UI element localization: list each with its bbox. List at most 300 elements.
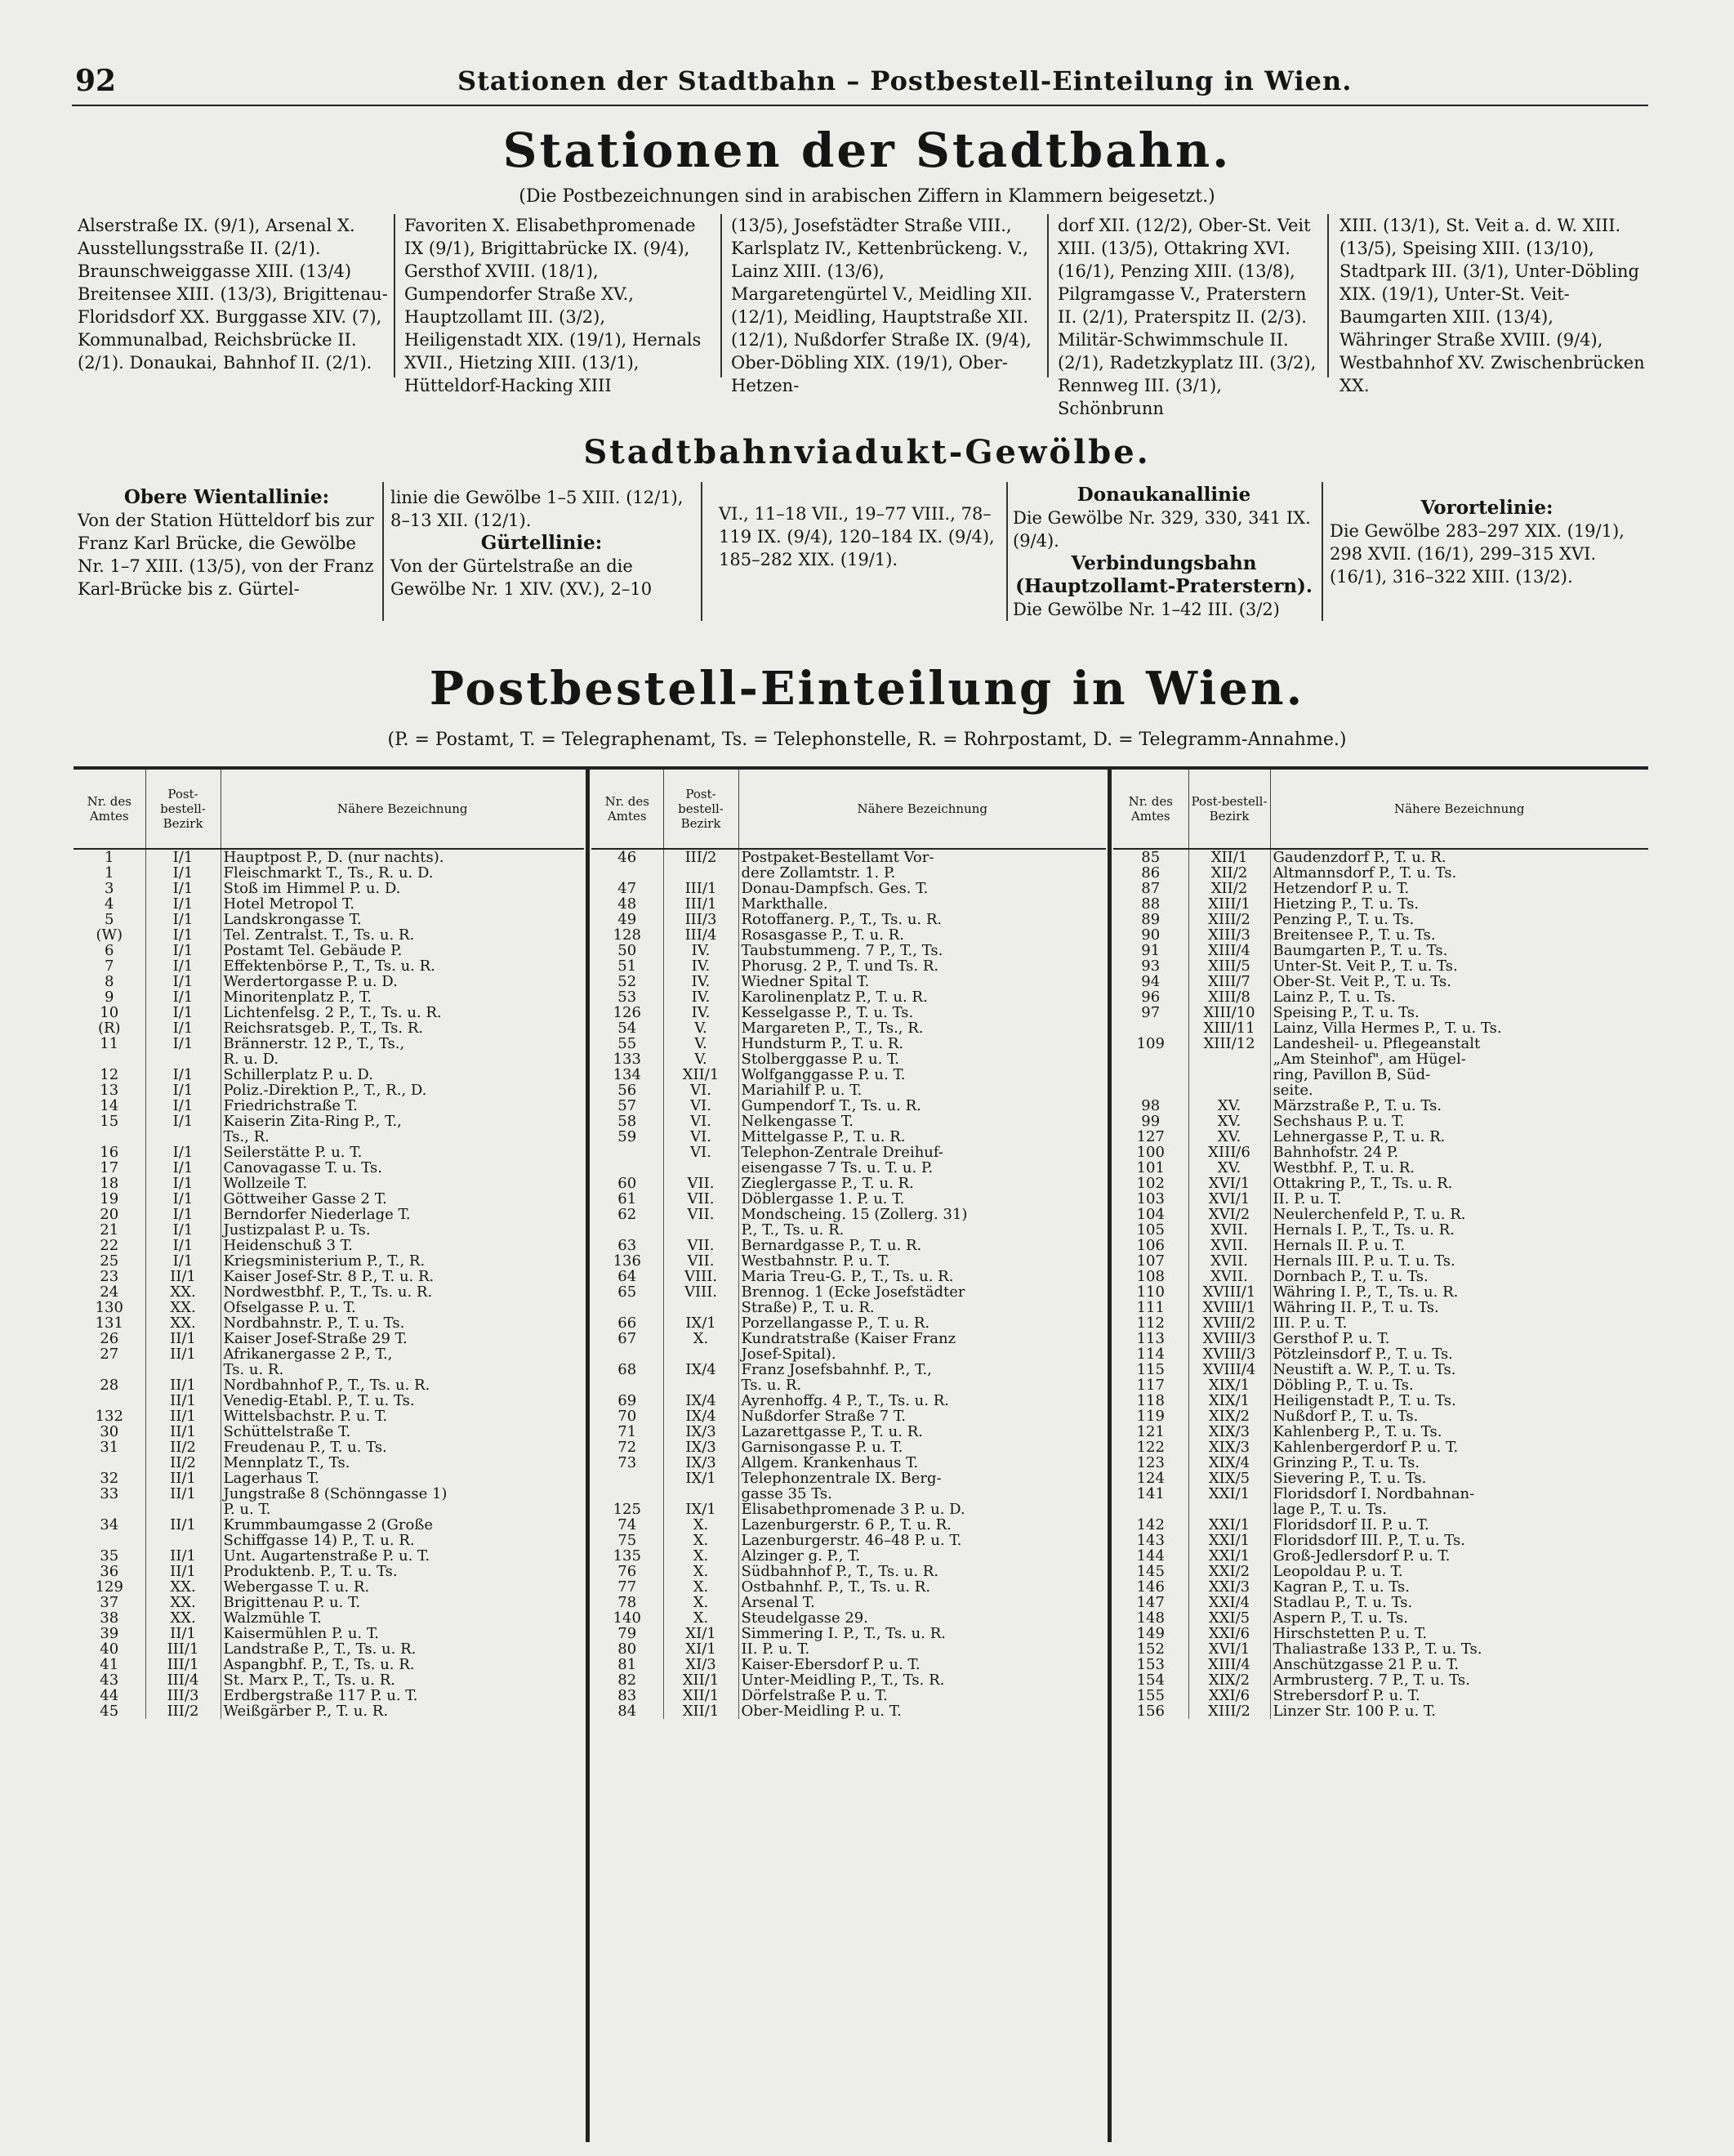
table-row: [1113, 1641, 1648, 1657]
bestell-bezirk: VII.: [663, 1207, 738, 1222]
bestell-bezirk: XIX/4: [1188, 1455, 1270, 1471]
amt-number: 39: [100, 1625, 119, 1642]
table-row: [1113, 896, 1648, 912]
bestell-bezirk: VII.: [663, 1176, 738, 1191]
obere-wientallinie-text: Von der Station Hütteldorf bis zur Franz Karl Brücke, die Gewölbe Nr. 1–7 XIII. (13/5), von der Franz Karl-Brücke bis z. Gürtel-: [78, 511, 374, 599]
table-row: [1113, 989, 1648, 1005]
bezeichnung: Heidenschuß 3 T.: [221, 1238, 584, 1253]
table-row: [591, 1626, 1106, 1641]
bestell-bezirk: II/1: [145, 1331, 221, 1346]
table-row: [74, 1051, 584, 1067]
amt-number: 66: [617, 1315, 637, 1332]
bezeichnung: Lichtenfelsg. 2 P., T., Ts. u. R.: [221, 1005, 584, 1020]
bestell-bezirk: II/2: [145, 1455, 221, 1471]
bestell-bezirk: I/1: [145, 1067, 221, 1082]
table-row: [74, 1595, 584, 1610]
amt-number: [591, 1300, 663, 1315]
amt-number: 122: [1136, 1439, 1165, 1456]
bestell-bezirk: II/1: [145, 1393, 221, 1408]
table-row: [1113, 1564, 1648, 1579]
bestell-bezirk: I/1: [145, 1114, 221, 1129]
bezeichnung: Nelkengasse T.: [738, 1114, 1106, 1129]
stadtbahn-title: Stationen der Stadtbahn.: [502, 123, 1232, 178]
amt-number: 77: [617, 1578, 637, 1596]
table-row: [1113, 1082, 1648, 1098]
bestell-bezirk: X.: [663, 1517, 738, 1533]
bestell-bezirk: X.: [663, 1331, 738, 1346]
amt-number: 74: [617, 1516, 637, 1533]
bezeichnung: Poliz.-Direktion P., T., R., D.: [221, 1082, 584, 1098]
amt-number: 22: [100, 1237, 119, 1254]
amt-number: 23: [100, 1268, 119, 1285]
table-row: [74, 989, 584, 1005]
amt-number: 135: [613, 1547, 641, 1565]
bezeichnung: Lehnergasse P., T. u. R.: [1270, 1129, 1648, 1145]
amt-number: 109: [1136, 1035, 1165, 1052]
bestell-bezirk: XIX/3: [1188, 1424, 1270, 1440]
amt-number: 80: [617, 1640, 637, 1658]
bezeichnung: Döblergasse 1. P. u. T.: [738, 1191, 1106, 1207]
top-rule: [72, 105, 1648, 106]
bezeichnung: Ts., R.: [221, 1129, 584, 1145]
col-header-bezeichnung: Nähere Bezeichnung: [221, 770, 584, 849]
bezeichnung: Stoß im Himmel P. u. D.: [221, 881, 584, 896]
table-row: [74, 1688, 584, 1703]
table-row: [1113, 1502, 1648, 1517]
table-row: [591, 1207, 1106, 1222]
table-row: [591, 865, 1106, 881]
table-row: [1113, 1548, 1648, 1564]
bestell-bezirk: IX/3: [663, 1424, 738, 1440]
amt-number: 36: [100, 1563, 119, 1580]
table-row: [1113, 1331, 1648, 1346]
bestell-bezirk: XVIII/3: [1188, 1331, 1270, 1346]
bestell-bezirk: I/1: [145, 1191, 221, 1207]
bestell-bezirk: XII/1: [1188, 849, 1270, 865]
amt-number: 125: [613, 1501, 641, 1518]
bezeichnung: Brennog. 1 (Ecke Josefstädter: [738, 1284, 1106, 1300]
bestell-bezirk: XVI/1: [1188, 1176, 1270, 1191]
bezeichnung: Floridsdorf I. Nordbahnan-: [1270, 1486, 1648, 1502]
bezeichnung: Lainz, Villa Hermes P., T. u. Ts.: [1270, 1020, 1648, 1036]
bestell-bezirk: I/1: [145, 943, 221, 958]
bezeichnung: Währing I. P., T., Ts. u. R.: [1270, 1284, 1648, 1300]
table-row: [1113, 1362, 1648, 1377]
bestell-bezirk: I/1: [145, 927, 221, 943]
bezeichnung: Lazarettgasse P., T. u. R.: [738, 1424, 1106, 1440]
bestell-bezirk: III/3: [145, 1688, 221, 1703]
table-row: [74, 1471, 584, 1486]
amt-number: 79: [617, 1625, 637, 1642]
bezeichnung: Wollzeile T.: [221, 1176, 584, 1191]
bestell-bezirk: VII.: [663, 1253, 738, 1269]
bestell-bezirk: XII/1: [663, 1688, 738, 1703]
col-header-bezeichnung: Nähere Bezeichnung: [738, 770, 1106, 849]
bezeichnung: Armbrusterg. 7 P., T. u. Ts.: [1270, 1672, 1648, 1688]
bezeichnung: Stolberggasse P. u. T.: [738, 1051, 1106, 1067]
table-row: [591, 1393, 1106, 1408]
table-row: [1113, 1176, 1648, 1191]
amt-number: 83: [617, 1687, 637, 1704]
amt-number: 43: [100, 1672, 119, 1689]
amt-number: 132: [95, 1408, 123, 1425]
bezeichnung: Döbling P., T. u. Ts.: [1270, 1377, 1648, 1393]
amt-number: [74, 1393, 145, 1408]
bezeichnung: Breitensee P., T. u. Ts.: [1270, 927, 1648, 943]
table-row: [74, 1548, 584, 1564]
running-title: Stationen der Stadtbahn – Postbestell-Einteilung in Wien.: [457, 65, 1353, 96]
bezeichnung: „Am Steinhof", am Hügel-: [1270, 1051, 1648, 1067]
table-row: [1113, 912, 1648, 927]
table-row: [74, 1191, 584, 1207]
bestell-bezirk: I/1: [145, 865, 221, 881]
stadtbahn-col-3: (13/5), Josefstädter Straße VIII., Karlsplatz IV., Kettenbrückeng. V., Lainz XIII. (13/6), Margaretengürtel V., Meidling XII. (12/1), Meidling, Hauptstraße XII. (12/1), Nußdorfer Straße IX. (9/4), Ober-Döbling XIX. (19/1), Ober-Hetzen-: [731, 216, 1033, 395]
bestell-bezirk: IX/4: [663, 1393, 738, 1408]
bezeichnung: Kaiserin Zita-Ring P., T.,: [221, 1114, 584, 1129]
table-row: [1113, 1626, 1648, 1641]
bestell-bezirk: II/1: [145, 1346, 221, 1362]
bezeichnung: Phorusg. 2 P., T. und Ts. R.: [738, 958, 1106, 974]
bezeichnung: Elisabethpromenade 3 P. u. D.: [738, 1502, 1106, 1517]
table-row: [1113, 1284, 1648, 1300]
bezeichnung: Zieglergasse P., T. u. R.: [738, 1176, 1106, 1191]
bezeichnung: Aspern P., T. u. Ts.: [1270, 1610, 1648, 1626]
amt-number: 48: [617, 895, 637, 913]
amt-number: 1: [105, 864, 114, 882]
bestell-bezirk: XIII/4: [1188, 943, 1270, 958]
postbestell-legend: (P. = Postamt, T. = Telegraphenamt, Ts. = Telephonstelle, R. = Rohrpostamt, D. = Telegramm-Annahme.): [387, 730, 1347, 750]
obere-wientallinie-heading: Obere Wientallinie:: [123, 486, 330, 508]
bestell-bezirk: XIX/1: [1188, 1377, 1270, 1393]
bezeichnung: Rotoffanerg. P., T., Ts. u. R.: [738, 912, 1106, 927]
amt-number: 14: [100, 1097, 119, 1114]
bestell-bezirk: [145, 1362, 221, 1377]
bezeichnung: Hirschstetten P. u. T.: [1270, 1626, 1648, 1641]
bestell-bezirk: I/1: [145, 1020, 221, 1036]
bezeichnung: Sechshaus P. u. T.: [1270, 1114, 1648, 1129]
gurtellinie-text: Von der Gürtelstraße an die Gewölbe Nr. 1 XIV. (XV.), 2–10: [390, 556, 653, 599]
table-row: [1113, 1455, 1648, 1471]
bestell-bezirk: XVII.: [1188, 1238, 1270, 1253]
amt-number: 84: [617, 1703, 637, 1720]
table-row: [74, 1253, 584, 1269]
amt-number: 97: [1141, 1004, 1161, 1021]
table-row: [74, 1238, 584, 1253]
table-row: [591, 1486, 1106, 1502]
bezeichnung: Steudelgasse 29.: [738, 1610, 1106, 1626]
bestell-bezirk: XIX/5: [1188, 1471, 1270, 1486]
bestell-bezirk: III/4: [663, 927, 738, 943]
bezeichnung: Erdbergstraße 117 P. u. T.: [221, 1688, 584, 1703]
bezeichnung: Aspangbhf. P., T., Ts. u. R.: [221, 1657, 584, 1672]
table-row: [591, 1114, 1106, 1129]
table-row: [1113, 1005, 1648, 1020]
bezeichnung: Ober-Meidling P. u. T.: [738, 1703, 1106, 1719]
table-row: [1113, 1238, 1648, 1253]
amt-number: 69: [617, 1392, 637, 1409]
bezeichnung: Nußdorfer Straße 7 T.: [738, 1408, 1106, 1424]
table-row: [74, 849, 584, 865]
bestell-bezirk: I/1: [145, 1176, 221, 1191]
table-row: [74, 1176, 584, 1191]
amt-number: [591, 1160, 663, 1176]
bestell-bezirk: II/1: [145, 1424, 221, 1440]
bezeichnung: Nordbahnstr. P., T. u. Ts.: [221, 1315, 584, 1331]
bezeichnung: Mittelgasse P., T. u. R.: [738, 1129, 1106, 1145]
table-row: [591, 1471, 1106, 1486]
gurtellinie-heading: Gürtellinie:: [480, 532, 603, 554]
amt-number: [1113, 1502, 1188, 1517]
table-row: [591, 1051, 1106, 1067]
table-row: [74, 1610, 584, 1626]
amt-number: 149: [1136, 1625, 1165, 1642]
page-number: 92: [75, 64, 117, 98]
amt-number: 46: [617, 849, 637, 866]
bezeichnung: Afrikanergasse 2 P., T.,: [221, 1346, 584, 1362]
bestell-bezirk: I/1: [145, 1253, 221, 1269]
col-header-bezirk: Post-bestell-Bezirk: [145, 770, 221, 849]
bestell-bezirk: [663, 1346, 738, 1362]
table-row: [591, 1548, 1106, 1564]
bezeichnung: Groß-Jedlersdorf P. u. T.: [1270, 1548, 1648, 1564]
table-row: [1113, 881, 1648, 896]
amt-number: 28: [100, 1377, 119, 1394]
table-row: [1113, 1145, 1648, 1160]
bezeichnung: eisengasse 7 Ts. u. T. u. P.: [738, 1160, 1106, 1176]
table-row: [1113, 1020, 1648, 1036]
bestell-bezirk: XX.: [145, 1610, 221, 1626]
bestell-bezirk: II/2: [145, 1440, 221, 1455]
bestell-bezirk: XI/1: [663, 1626, 738, 1641]
amt-number: 11: [100, 1035, 119, 1052]
bezeichnung: Walzmühle T.: [221, 1610, 584, 1626]
bezeichnung: Webergasse T. u. R.: [221, 1579, 584, 1595]
bezeichnung: Unter-St. Veit P., T. u. Ts.: [1270, 958, 1648, 974]
bestell-bezirk: VI.: [663, 1145, 738, 1160]
bestell-bezirk: XXI/1: [1188, 1486, 1270, 1502]
bezeichnung: Neustift a. W. P., T. u. Ts.: [1270, 1362, 1648, 1377]
bezeichnung: Postpaket-Bestellamt Vor-: [738, 849, 1106, 865]
amt-number: 12: [100, 1066, 119, 1083]
table-row: [74, 927, 584, 943]
amt-number: 35: [100, 1547, 119, 1565]
amt-number: 62: [617, 1206, 637, 1223]
bestell-bezirk: XIII/4: [1188, 1657, 1270, 1672]
amt-number: 90: [1141, 926, 1161, 944]
amt-number: 19: [100, 1190, 119, 1207]
bezeichnung: Wolfganggasse P. u. T.: [738, 1067, 1106, 1082]
amt-number: [591, 1346, 663, 1362]
bestell-bezirk: XIII/2: [1188, 912, 1270, 927]
amt-number: 136: [613, 1252, 641, 1270]
donaukanallinie-text: Die Gewölbe Nr. 329, 330, 341 IX. (9/4).: [1013, 508, 1311, 551]
bezeichnung: Donau-Dampfsch. Ges. T.: [738, 881, 1106, 896]
bezeichnung: Altmannsdorf P., T. u. Ts.: [1270, 865, 1648, 881]
table-row: [1113, 1579, 1648, 1595]
amt-number: 111: [1136, 1299, 1165, 1316]
bezeichnung: Kundratstraße (Kaiser Franz: [738, 1331, 1106, 1346]
bezeichnung: Dörfelstraße P. u. T.: [738, 1688, 1106, 1703]
bezeichnung: Hernals III. P. u. T. u. Ts.: [1270, 1253, 1648, 1269]
bezeichnung: Straße) P., T. u. R.: [738, 1300, 1106, 1315]
divider: [382, 482, 384, 621]
divider: [394, 214, 395, 377]
bestell-bezirk: XII/1: [663, 1067, 738, 1082]
table-row: [1113, 1300, 1648, 1315]
table-row: [591, 1098, 1106, 1114]
table-row: [1113, 1657, 1648, 1672]
table-row: [74, 1533, 584, 1548]
bestell-bezirk: II/1: [145, 1626, 221, 1641]
bezeichnung: Dornbach P., T. u. Ts.: [1270, 1269, 1648, 1284]
table-row: [74, 1036, 584, 1051]
postbestell-title: Postbestell-Einteilung in Wien.: [429, 662, 1305, 716]
bestell-bezirk: XII/2: [1188, 865, 1270, 881]
bestell-bezirk: II/1: [145, 1486, 221, 1502]
amt-number: 91: [1141, 942, 1161, 959]
bezeichnung: Margareten P., T., Ts., R.: [738, 1020, 1106, 1036]
bezeichnung: Ts. u. R.: [221, 1362, 584, 1377]
bezeichnung: Berndorfer Niederlage T.: [221, 1207, 584, 1222]
table-row: [74, 943, 584, 958]
bezeichnung: Allgem. Krankenhaus T.: [738, 1455, 1106, 1471]
bezeichnung: Thaliastraße 133 P., T. u. Ts.: [1270, 1641, 1648, 1657]
table-row: [591, 1036, 1106, 1051]
bezeichnung: Wittelsbachstr. P. u. T.: [221, 1408, 584, 1424]
table-row: [74, 1486, 584, 1502]
amt-number: [74, 1051, 145, 1067]
bezeichnung: Nordbahnhof P., T., Ts. u. R.: [221, 1377, 584, 1393]
bezeichnung: Penzing P., T. u. Ts.: [1270, 912, 1648, 927]
table-row: [74, 1703, 584, 1719]
divider: [701, 482, 702, 621]
bestell-bezirk: XVII.: [1188, 1269, 1270, 1284]
bezeichnung: Mariahilf P. u. T.: [738, 1082, 1106, 1098]
column-divider: [586, 770, 590, 2142]
bestell-bezirk: XIX/2: [1188, 1408, 1270, 1424]
bezeichnung: Tel. Zentralst. T., Ts. u. R.: [221, 927, 584, 943]
bestell-bezirk: XX.: [145, 1595, 221, 1610]
amt-number: 94: [1141, 973, 1161, 990]
bestell-bezirk: I/1: [145, 1207, 221, 1222]
bestell-bezirk: II/1: [145, 1564, 221, 1579]
bestell-bezirk: I/1: [145, 958, 221, 974]
bestell-bezirk: XX.: [145, 1300, 221, 1315]
bezeichnung: Jungstraße 8 (Schönngasse 1): [221, 1486, 584, 1502]
bezeichnung: Landesheil- u. Pflegeanstalt: [1270, 1036, 1648, 1051]
bestell-bezirk: XI/1: [663, 1641, 738, 1657]
vorortelinie-text: Die Gewölbe 283–297 XIX. (19/1), 298 XVII. (16/1), 299–315 XVI. (16/1), 316–322 XIII. (13/2).: [1330, 521, 1625, 587]
bestell-bezirk: [145, 1051, 221, 1067]
bezeichnung: ring, Pavillon B, Süd-: [1270, 1067, 1648, 1082]
amt-number: 27: [100, 1346, 119, 1363]
amt-number: [74, 1502, 145, 1517]
stadtbahn-note: (Die Postbezeichnungen sind in arabischen Ziffern in Klammern beigesetzt.): [519, 186, 1215, 207]
table-row: [74, 1331, 584, 1346]
bestell-bezirk: XIII/12: [1188, 1036, 1270, 1051]
divider: [1322, 482, 1323, 621]
bestell-bezirk: XIII/1: [1188, 896, 1270, 912]
bestell-bezirk: IX/1: [663, 1471, 738, 1486]
amt-number: [591, 1222, 663, 1238]
bestell-bezirk: II/1: [145, 1548, 221, 1564]
viadukt-col-4: [1013, 484, 1315, 623]
amt-number: 18: [100, 1175, 119, 1192]
bestell-bezirk: II/1: [145, 1471, 221, 1486]
table-row: [591, 1517, 1106, 1533]
table-row: [591, 1020, 1106, 1036]
bestell-bezirk: [145, 1533, 221, 1548]
bezeichnung: Markthalle.: [738, 896, 1106, 912]
bestell-bezirk: I/1: [145, 1005, 221, 1020]
table-row: [74, 1020, 584, 1036]
amt-number: 61: [617, 1190, 637, 1207]
bestell-bezirk: [663, 1486, 738, 1502]
amt-number: [74, 1533, 145, 1548]
amt-number: 81: [617, 1656, 637, 1673]
bestell-bezirk: XIII/3: [1188, 927, 1270, 943]
bezeichnung: Hauptpost P., D. (nur nachts).: [221, 849, 584, 865]
bestell-bezirk: V.: [663, 1051, 738, 1067]
table-row: [1113, 974, 1648, 989]
table-row: [591, 912, 1106, 927]
amt-number: 99: [1141, 1113, 1161, 1130]
table-row: [1113, 1051, 1648, 1067]
amt-number: 37: [100, 1594, 119, 1611]
amt-number: 110: [1136, 1283, 1165, 1301]
bestell-bezirk: I/1: [145, 912, 221, 927]
bestell-bezirk: III/1: [663, 896, 738, 912]
bezeichnung: Hundsturm P., T. u. R.: [738, 1036, 1106, 1051]
bestell-bezirk: IV.: [663, 974, 738, 989]
bestell-bezirk: XIX/1: [1188, 1393, 1270, 1408]
table-row: [1113, 1471, 1648, 1486]
amt-number: 118: [1136, 1392, 1165, 1409]
amt-number: 53: [617, 989, 637, 1006]
table-row: [74, 1098, 584, 1114]
bezeichnung: Südbahnhof P., T., Ts. u. R.: [738, 1564, 1106, 1579]
bezeichnung: Krummbaumgasse 2 (Große: [221, 1517, 584, 1533]
bezeichnung: Simmering I. P., T., Ts. u. R.: [738, 1626, 1106, 1641]
amt-number: 67: [617, 1330, 637, 1347]
bezeichnung: Ostbahnhf. P., T., Ts. u. R.: [738, 1579, 1106, 1595]
vorortelinie-heading: Vorortelinie:: [1420, 497, 1553, 519]
bezeichnung: Brigittenau P. u. T.: [221, 1595, 584, 1610]
amt-number: 105: [1136, 1221, 1165, 1239]
table-row: [74, 1160, 584, 1176]
table-row: [1113, 1253, 1648, 1269]
table-row: [74, 1517, 584, 1533]
amt-number: 3: [105, 880, 114, 897]
amt-number: (W): [96, 926, 123, 944]
amt-number: 52: [617, 973, 637, 990]
amt-number: 119: [1136, 1408, 1165, 1425]
col-header-bezirk: Post-bestell-Bezirk: [663, 770, 738, 849]
amt-number: 142: [1136, 1516, 1165, 1533]
bestell-bezirk: I/1: [145, 849, 221, 865]
amt-number: 93: [1141, 957, 1161, 975]
bezeichnung: Landskrongasse T.: [221, 912, 584, 927]
amt-number: 156: [1136, 1703, 1165, 1720]
table-row: [1113, 1610, 1648, 1626]
bezeichnung: Bernardgasse P., T. u. R.: [738, 1238, 1106, 1253]
bezeichnung: Westbhf. P., T. u. R.: [1270, 1160, 1648, 1176]
bezeichnung: Hetzendorf P. u. T.: [1270, 881, 1648, 896]
bestell-bezirk: VI.: [663, 1129, 738, 1145]
bezeichnung: Pötzleinsdorf P., T. u. Ts.: [1270, 1346, 1648, 1362]
table-row: [591, 1346, 1106, 1362]
bezeichnung: St. Marx P., T., Ts. u. R.: [221, 1672, 584, 1688]
